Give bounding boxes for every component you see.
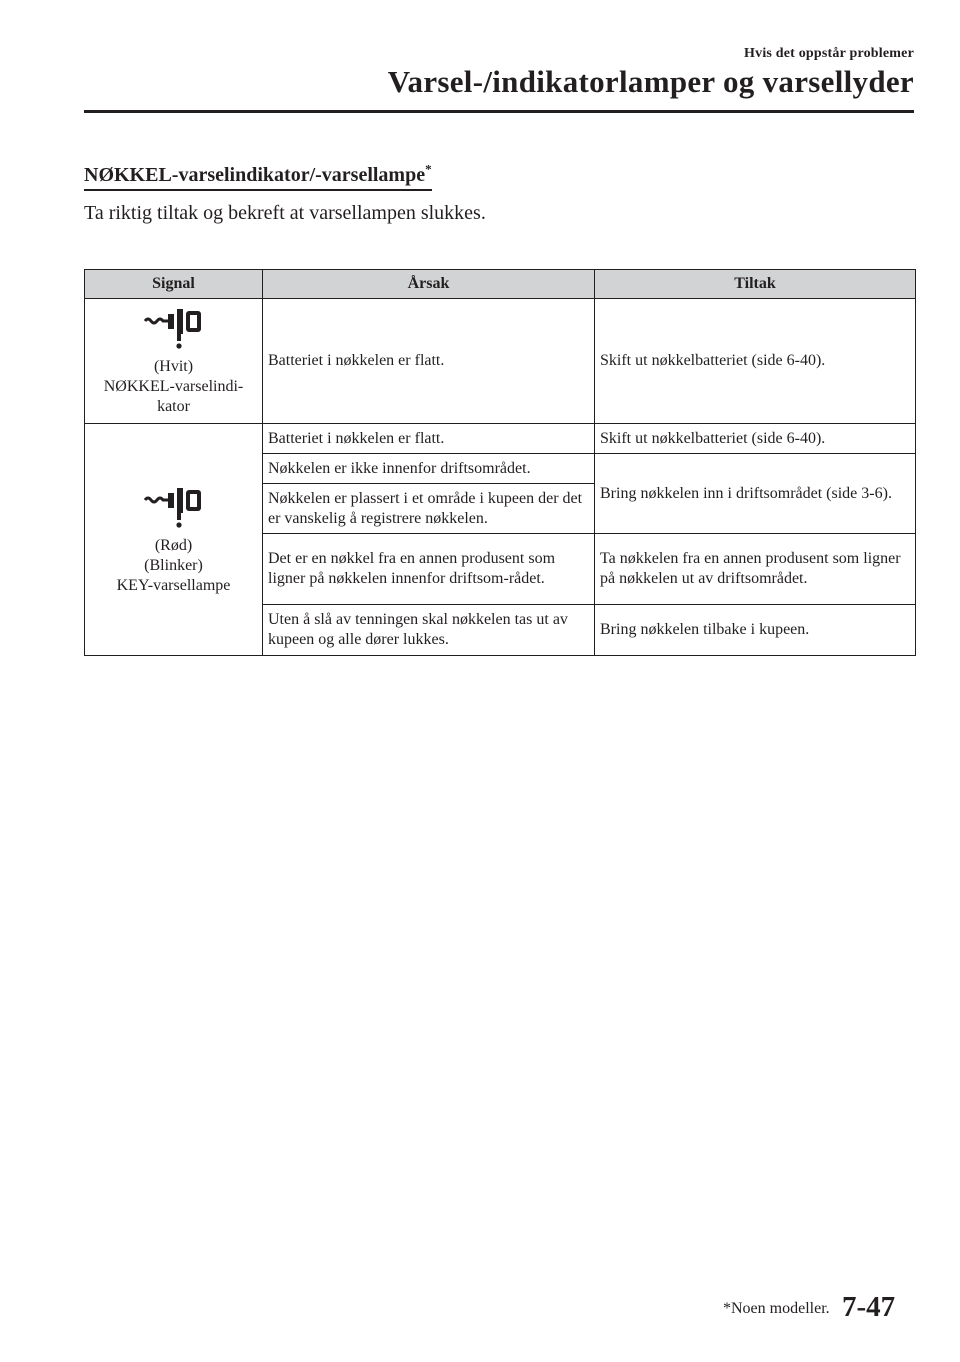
signal-name-line: KEY-varsellampe	[116, 576, 231, 594]
cause-cell: Batteriet i nøkkelen er flatt.	[263, 424, 595, 454]
section-title	[84, 161, 432, 191]
footnote-asterisk: *	[425, 161, 432, 177]
signal-color-label: (Hvit)	[153, 358, 194, 375]
header-divider	[84, 110, 914, 113]
action-cell: Skift ut nøkkelbatteriet (side 6-40).	[595, 424, 916, 454]
col-header-cause: Årsak	[263, 270, 595, 299]
intro-text: Ta riktig tiltak og bekreft at varsellampen slukkes.	[84, 202, 486, 224]
action-cell: Bring nøkkelen inn i driftsområdet (side 3-6).	[595, 454, 916, 534]
col-header-signal: Signal	[85, 270, 263, 299]
warning-table	[84, 269, 916, 656]
cause-cell: Batteriet i nøkkelen er flatt.	[263, 299, 595, 424]
table-header-row	[85, 270, 916, 299]
page-number: 7-47	[842, 1291, 896, 1323]
cause-cell: Nøkkelen er ikke innenfor driftsområdet.	[263, 454, 595, 484]
action-cell: Bring nøkkelen tilbake i kupeen.	[595, 605, 916, 656]
cause-cell: Uten å slå av tenningen skal nøkkelen tas ut av kupeen og alle dører lukkes.	[263, 605, 595, 656]
signal-name-line: NØKKEL-varselindi-	[103, 378, 244, 395]
table-row	[85, 299, 916, 424]
signal-cell-red	[85, 424, 263, 656]
cause-cell: Det er en nøkkel fra en annen produsent som ligner på nøkkelen innenfor driftsom-rådet.	[263, 534, 595, 605]
cause-cell: Nøkkelen er plassert i et område i kupeen der det er vanskelig å registrere nøkkelen.	[263, 484, 595, 534]
key-warning-icon	[142, 305, 206, 351]
signal-color-label: (Rød)	[154, 536, 193, 554]
chapter-subtitle: Hvis det oppstår problemer	[744, 46, 914, 61]
page-title: Varsel-/indikatorlamper og varsellyder	[387, 64, 914, 99]
signal-blink-label: (Blinker)	[144, 556, 203, 574]
section-title-text: NØKKEL-varselindikator/-varsellampe	[84, 164, 426, 186]
signal-cell-white	[85, 299, 263, 424]
signal-name-line: kator	[157, 398, 190, 415]
key-warning-icon	[142, 484, 206, 530]
col-header-action: Tiltak	[595, 270, 916, 299]
table-row	[85, 424, 916, 454]
action-cell: Ta nøkkelen fra en annen produsent som ligner på nøkkelen ut av driftsområdet.	[595, 534, 916, 605]
action-cell: Skift ut nøkkelbatteriet (side 6-40).	[595, 299, 916, 424]
footer-note: *Noen modeller.	[723, 1300, 830, 1317]
